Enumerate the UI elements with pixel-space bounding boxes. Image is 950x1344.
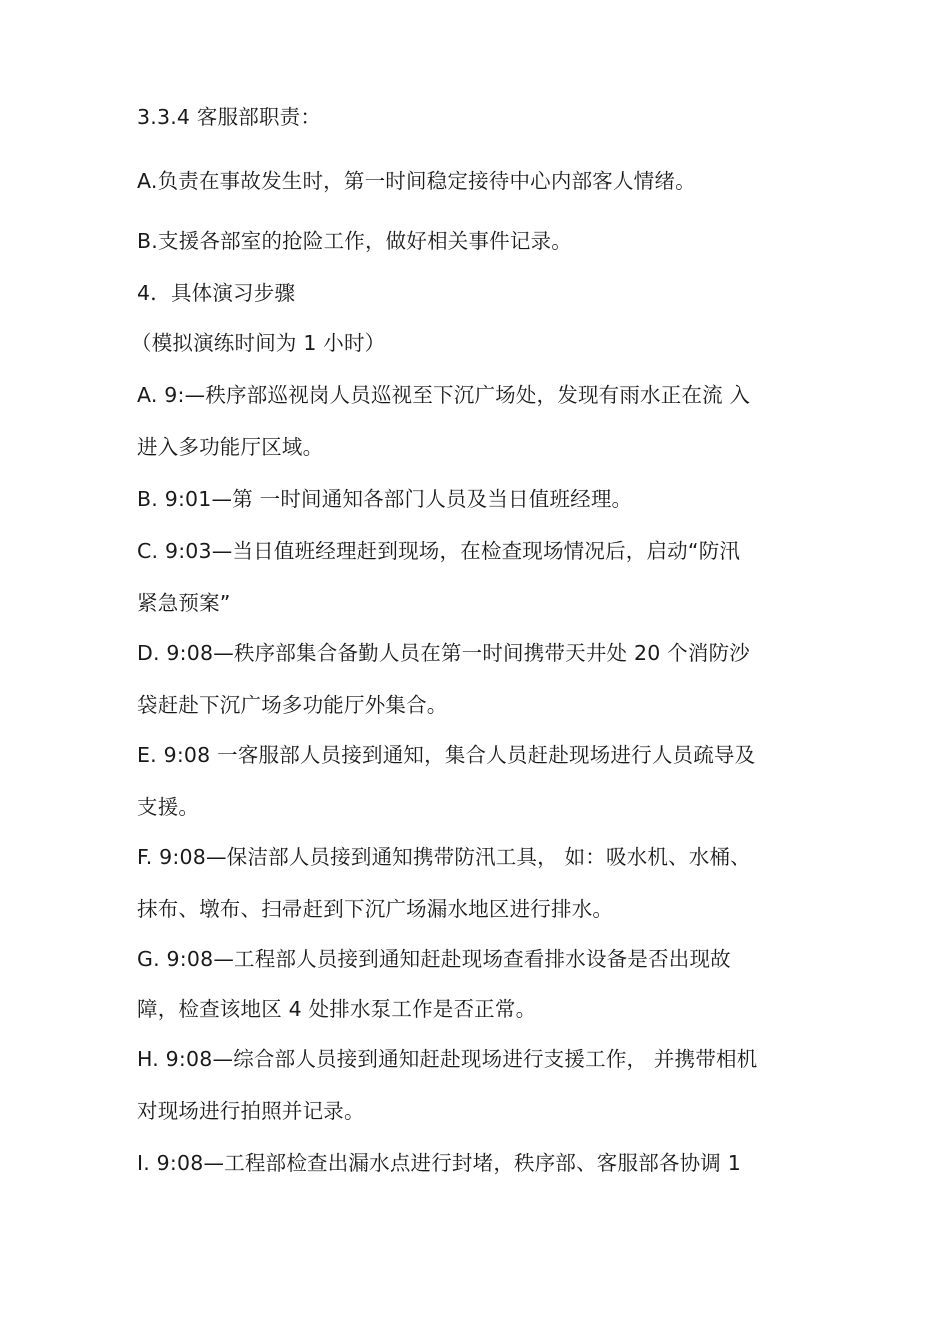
step-i-line-1: I. 9:08—工程部检查出漏水点进行封堵，秩序部、客服部各协调 1 [137, 1151, 741, 1175]
drill-duration-note: （模拟演练时间为 1 小时） [131, 331, 386, 355]
step-c-line-1: C. 9:03—当日值班经理赶到现场，在检查现场情况后，启动“防汛 [137, 539, 741, 563]
step-d-line-1: D. 9:08—秩序部集合备勤人员在第一时间携带天井处 20 个消防沙 [137, 641, 750, 665]
step-f-line-2: 抹布、墩布、扫帚赶到下沉广场漏水地区进行排水。 [137, 897, 614, 921]
step-g-line-1: G. 9:08—工程部人员接到通知赶赴现场查看排水设备是否出现故 [137, 947, 731, 971]
step-c-line-2: 紧急预案” [137, 591, 231, 615]
section-heading-drill-steps: 4．具体演习步骤 [137, 281, 296, 305]
step-d-line-2: 袋赶赴下沉广场多功能厅外集合。 [137, 693, 448, 717]
duty-item-b: B.支援各部室的抢险工作，做好相关事件记录。 [137, 229, 572, 253]
step-f-line-1: F. 9:08—保洁部人员接到通知携带防汛工具， 如：吸水机、水桶、 [137, 845, 751, 869]
section-heading-customer-service: 3.3.4 客服部职责： [137, 105, 322, 129]
step-h-line-1: H. 9:08—综合部人员接到通知赶赴现场进行支援工作， 并携带相机 [137, 1047, 758, 1071]
duty-item-a: A.负责在事故发生时，第一时间稳定接待中心内部客人情绪。 [137, 169, 696, 193]
step-b-line-1: B. 9:01—第 一时间通知各部门人员及当日值班经理。 [137, 487, 633, 511]
step-e-line-2: 支援。 [137, 795, 200, 819]
step-g-line-2: 障，检查该地区 4 处排水泵工作是否正常。 [137, 997, 537, 1021]
step-a-line-1: A. 9:—秩序部巡视岗人员巡视至下沉广场处，发现有雨水正在流 入 [137, 383, 751, 407]
step-h-line-2: 对现场进行拍照并记录。 [137, 1099, 365, 1123]
step-e-line-1: E. 9:08 一客服部人员接到通知，集合人员赶赴现场进行人员疏导及 [137, 743, 756, 767]
step-a-line-2: 进入多功能厅区域。 [137, 435, 324, 459]
